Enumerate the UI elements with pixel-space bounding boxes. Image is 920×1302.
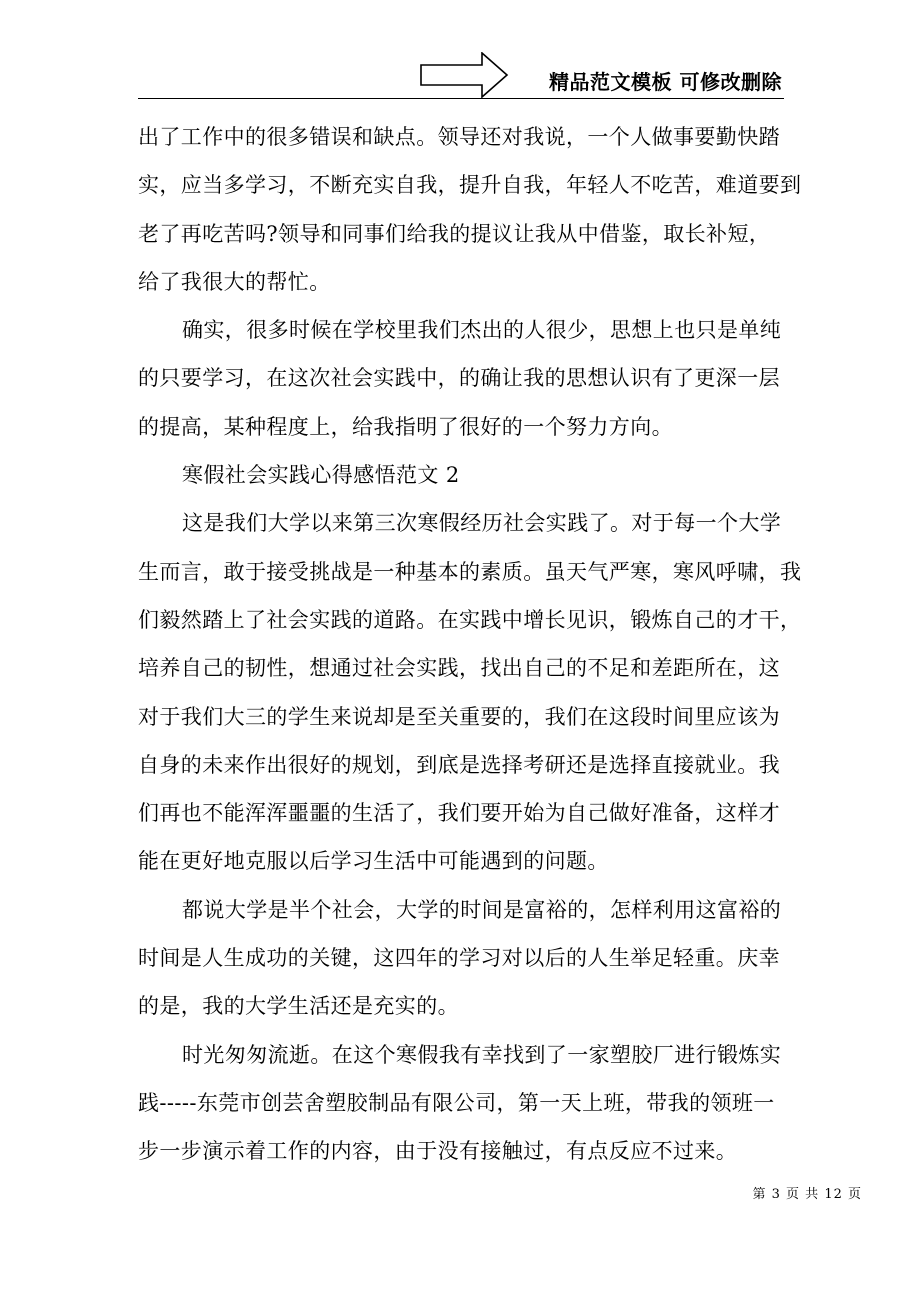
text-line: 出了工作中的很多错误和缺点。领导还对我说，一个人做事要勤快踏 bbox=[138, 125, 780, 149]
text-line: 这是我们大学以来第三次寒假经历社会实践了。对于每一个大学 bbox=[182, 511, 782, 536]
text-line: 培养自己的韧性，想通过社会实践，找出自己的不足和差距所在，这 bbox=[138, 656, 780, 681]
text-line: 确实，很多时候在学校里我们杰出的人很少，思想上也只是单纯 bbox=[182, 318, 782, 343]
text-line: 的提高，某种程度上，给我指明了很好的一个努力方向。 bbox=[138, 414, 673, 439]
arrow-right-icon bbox=[420, 52, 510, 98]
page-number: 第 3 页 共 12 页 bbox=[752, 1187, 862, 1202]
text-line: 的是，我的大学生活还是充实的。 bbox=[138, 994, 459, 1019]
text-line: 实，应当多学习，不断充实自我，提升自我，年轻人不吃苦，难道要到 bbox=[138, 173, 802, 198]
text-line: 对于我们大三的学生来说却是至关重要的，我们在这段时间里应该为 bbox=[138, 704, 780, 729]
text-line: 们再也不能浑浑噩噩的生活了，我们要开始为自己做好准备，这样才 bbox=[138, 801, 780, 826]
section-heading: 寒假社会实践心得感悟范文 2 bbox=[182, 463, 460, 488]
text-line: 自身的未来作出很好的规划，到底是选择考研还是选择直接就业。我 bbox=[138, 752, 780, 777]
text-line: 生而言，敢于接受挑战是一种基本的素质。虽天气严寒，寒风呼啸，我 bbox=[138, 559, 802, 584]
text-line: 都说大学是半个社会，大学的时间是富裕的，怎样利用这富裕的 bbox=[182, 897, 782, 922]
text-line: 能在更好地克服以后学习生活中可能遇到的问题。 bbox=[138, 849, 609, 874]
text-line: 的只要学习，在这次社会实践中，的确让我的思想认识有了更深一层 bbox=[138, 366, 780, 391]
text-line: 们毅然踏上了社会实践的道路。在实践中增长见识，锻炼自己的才干， bbox=[138, 607, 802, 632]
text-line: 步一步演示着工作的内容，由于没有接触过，有点反应不过来。 bbox=[138, 1139, 738, 1164]
page-header bbox=[138, 52, 784, 99]
text-line: 时光匆匆流逝。在这个寒假我有幸找到了一家塑胶厂进行锻炼实 bbox=[182, 1042, 782, 1067]
text-line: 时间是人生成功的关键，这四年的学习对以后的人生举足轻重。庆幸 bbox=[138, 946, 780, 971]
text-line: 老了再吃苦吗?领导和同事们给我的提议让我从中借鉴，取长补短， bbox=[138, 221, 771, 246]
document-body bbox=[138, 113, 802, 1176]
text-line: 践-----东莞市创芸舍塑胶制品有限公司，第一天上班，带我的领班一 bbox=[138, 1090, 775, 1115]
text-line: 给了我很大的帮忙。 bbox=[138, 269, 331, 294]
header-title: 精品范文模板 可修改删除 bbox=[549, 70, 782, 94]
